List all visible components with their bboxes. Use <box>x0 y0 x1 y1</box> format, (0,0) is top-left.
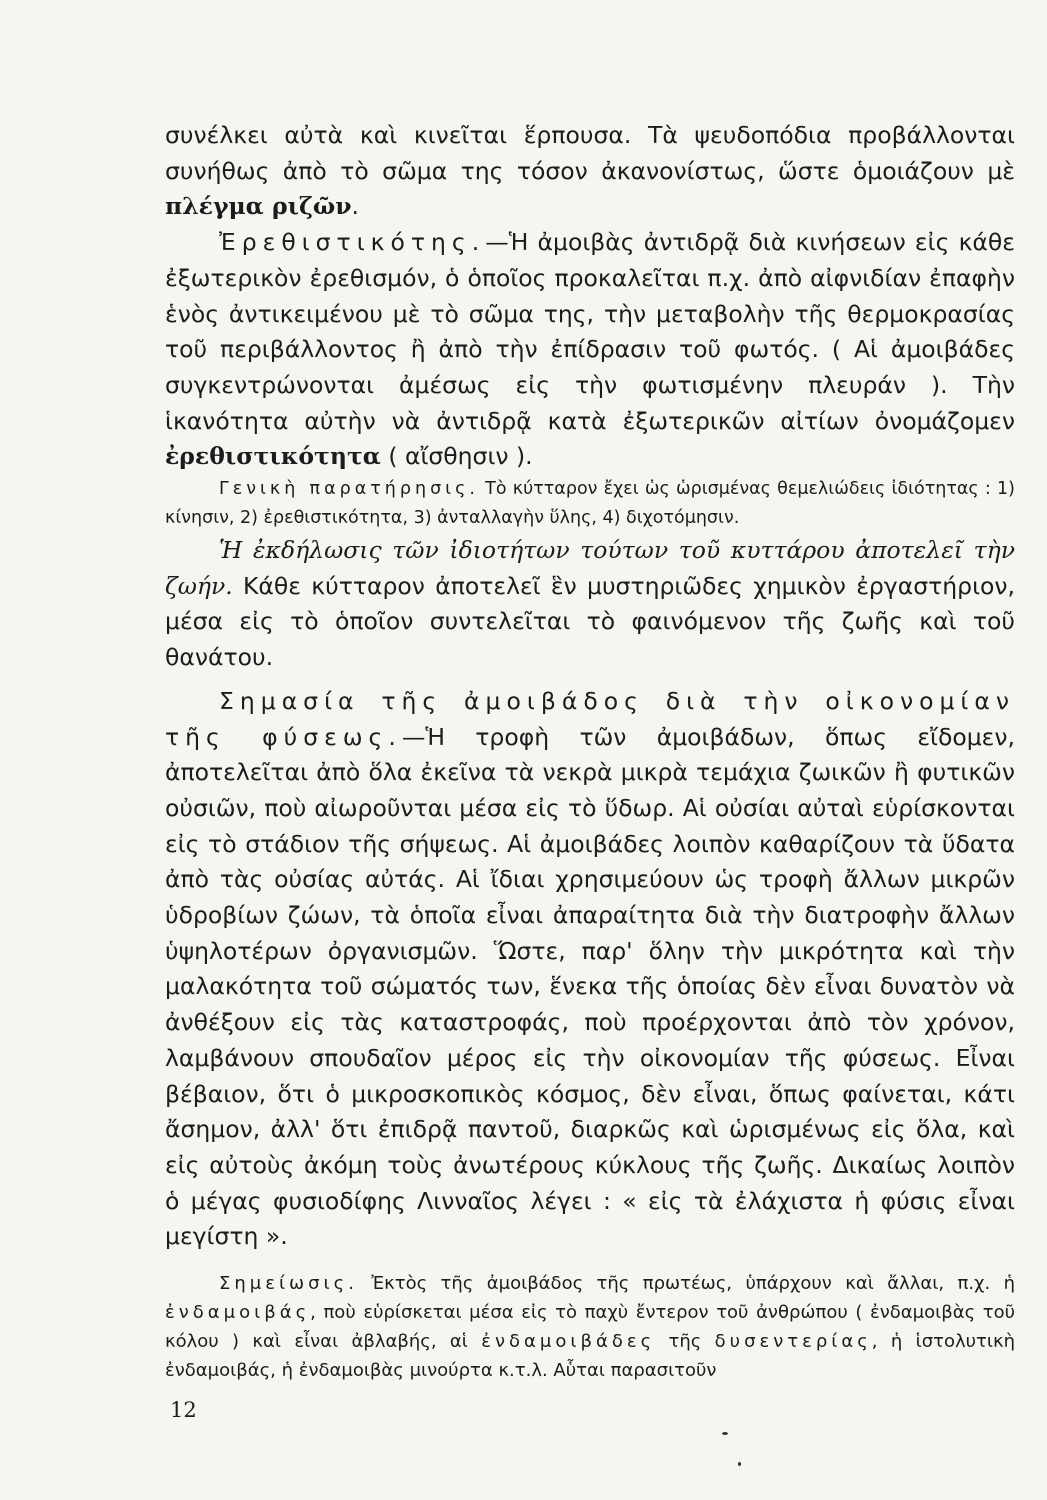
text: Κάθε κύτταρον ἀποτελεῖ ἓν μυστηριῶδες χημικὸν ἐργαστήριον, μέσα εἰς τὸ ὁποῖον συντελεῖται τὸ φαινόμενον τῆς ζωῆς καὶ τοῦ θανάτου. <box>165 571 1015 672</box>
section-heading: Σημασία τῆς ἀμοιβάδος διὰ τὴν οἰκονομίαν τῆς φύσεως. <box>165 686 1015 751</box>
paragraph-general-remark <box>165 475 1015 533</box>
spaced-term: ἐνδαμοιβάδες <box>481 1331 656 1353</box>
text: Τὸ κύτταρον ἔχει ὡς ὡρισμένας θεμελιώδεις ἰδιότητας : 1) κίνησιν, 2) ἐρεθιστικότητα, 3) ἀνταλλαγὴν ὕλης, 4) διχοτόμησιν. <box>165 479 1016 529</box>
text: —Ἡ ἀμοιβὰς ἀντιδρᾷ διὰ κινήσεων εἰς κάθε ἐξωτερικὸν ἐρεθισμόν, ὁ ὁποῖος προκαλεῖται π.χ. ἀπὸ αἰφνιδίαν ἐπαφὴν ἑνὸς ἀντικειμένου μὲ τὸ σῶμα της, τὴν μεταβολὴν τῆς θερμοκρασίας τοῦ περιβάλλοντος ἢ ἀπὸ τὴν ἐπίδρασιν τοῦ φωτός. ( Αἱ ἀμοιβάδες συγκεντρώνονται ἀμέσως εἰς τὴν φωτισμένην πλευράν ). Τὴν ἱκανότητα αὐτὴν νὰ ἀντιδρᾷ κατὰ ἐξωτερικῶν αἰτίων ὀνομάζομεν <box>165 228 1015 435</box>
paragraph-importance <box>165 684 1015 1255</box>
text: . <box>351 192 360 221</box>
page-number: 12 <box>170 1398 197 1422</box>
paragraph-pseudopodia <box>165 118 1015 225</box>
text: , ποὺ εὑρίσκεται μέσα εἰς τὸ παχὺ ἔντερον τοῦ ἀνθρώπου ( ἐνδαμοιβὰς τοῦ κόλου ) καὶ εἶναι ἀβλαβής, αἱ <box>165 1302 1015 1353</box>
text: Ἐκτὸς τῆς ἀμοιβάδος τῆς πρωτέως, ὑπάρχουν καὶ ἄλλαι, π.χ. ἡ <box>357 1273 1015 1295</box>
italic-statement: Ἡ ἐκδήλωσις τῶν ἰδιοτήτων τούτων τοῦ κυττάρου ἀποτελεῖ τὴν ζωήν. <box>165 536 1015 600</box>
ink-speck <box>738 1462 741 1466</box>
text: —Ἡ τροφὴ τῶν ἀμοιβάδων, ὅπως εἴδομεν, ἀποτελεῖται ἀπὸ ὅλα ἐκεῖνα τὰ νεκρὰ μικρὰ τεμάχια ζωικῶν ἢ φυτικῶν οὐσιῶν, ποὺ αἰωροῦνται μέσα εἰς τὸ ὕδωρ. Αἱ οὐσίαι αὐταὶ εὑρίσκονται εἰς τὸ στάδιον τῆς σήψεως. Αἱ ἀμοιβάδες λοιπὸν καθαρίζουν τὰ ὕδατα ἀπὸ τὰς οὐσίας αὐτάς. Αἱ ἴδιαι χρησιμεύουν ὡς τροφὴ ἄλλων μικρῶν ὑδροβίων ζώων, τὰ ὁποῖα εἶναι ἀπαραίτητα διὰ τὴν διατροφὴν ἄλλων ὑψηλοτέρων ὀργανισμῶν. Ὥστε, παρ' ὅλην τὴν μικρότητα καὶ τὴν μαλακότητα τοῦ σώματός των, ἕνεκα τῆς ὁποίας δὲν εἶναι δυνατὸν νὰ ἀνθέξουν εἰς τὰς καταστροφάς, ποὺ προέρχονται ἀπὸ τὸν χρόνον, λαμβάνουν σπουδαῖον μέρος εἰς τὴν οἰκονομίαν τῆς φύσεως. Εἶναι βέβαιον, ὅτι ὁ μικροσκοπικὸς κόσμος, δὲν εἶναι, ὅπως φαίνεται, κάτι ἄσημον, ἀλλ' ὅτι ἐπιδρᾷ παντοῦ, διαρκῶς καὶ ὡρισμένως εἰς ὅλα, καὶ εἰς αὐτοὺς ἀκόμη τοὺς ἀνωτέρους κύκλους τῆς ζωῆς. Δικαίως λοιπὸν ὁ μέγας φυσιοδίφης Λινναῖος λέγει : « εἰς τὰ ἐλάχιστα ἡ φύσις εἶναι μεγίστη ». <box>165 722 1015 1251</box>
paragraph-irritability <box>165 225 1015 475</box>
text: ( αἴσθησιν ). <box>380 442 533 471</box>
section-heading: Γενικὴ παρατήρησις. <box>219 479 479 500</box>
text: συνέλκει αὐτὰ καὶ κινεῖται ἕρπουσα. Τὰ ψευδοπόδια προβάλλονται συνήθως ἀπὸ τὸ σῶμα της τόσον ἀκανονίστως, ὥστε ὁμοιάζουν μὲ <box>165 121 1015 185</box>
note-heading: Σημείωσις. <box>219 1273 358 1295</box>
bold-term: ἐρεθιστικότητα <box>165 442 381 471</box>
text: τῆς <box>655 1331 715 1353</box>
ink-speck <box>722 1432 728 1435</box>
paragraph-life <box>165 533 1015 676</box>
paragraph-note <box>165 1269 1015 1385</box>
bold-term: πλέγμα ριζῶν <box>165 192 352 221</box>
spaced-term: ἐνδαμοιβάς <box>165 1302 311 1324</box>
section-heading: Ἐρεθιστικότης. <box>219 228 486 257</box>
spaced-term: δυσεντερίας <box>714 1331 872 1353</box>
text: , ἡ ἱστολυτικὴ ἐνδαμοιβάς, ἡ ἐνδαμοιβὰς μινούρτα κ.τ.λ. Αὗται παρασιτοῦν <box>165 1331 1015 1382</box>
page-body <box>165 118 1015 1385</box>
